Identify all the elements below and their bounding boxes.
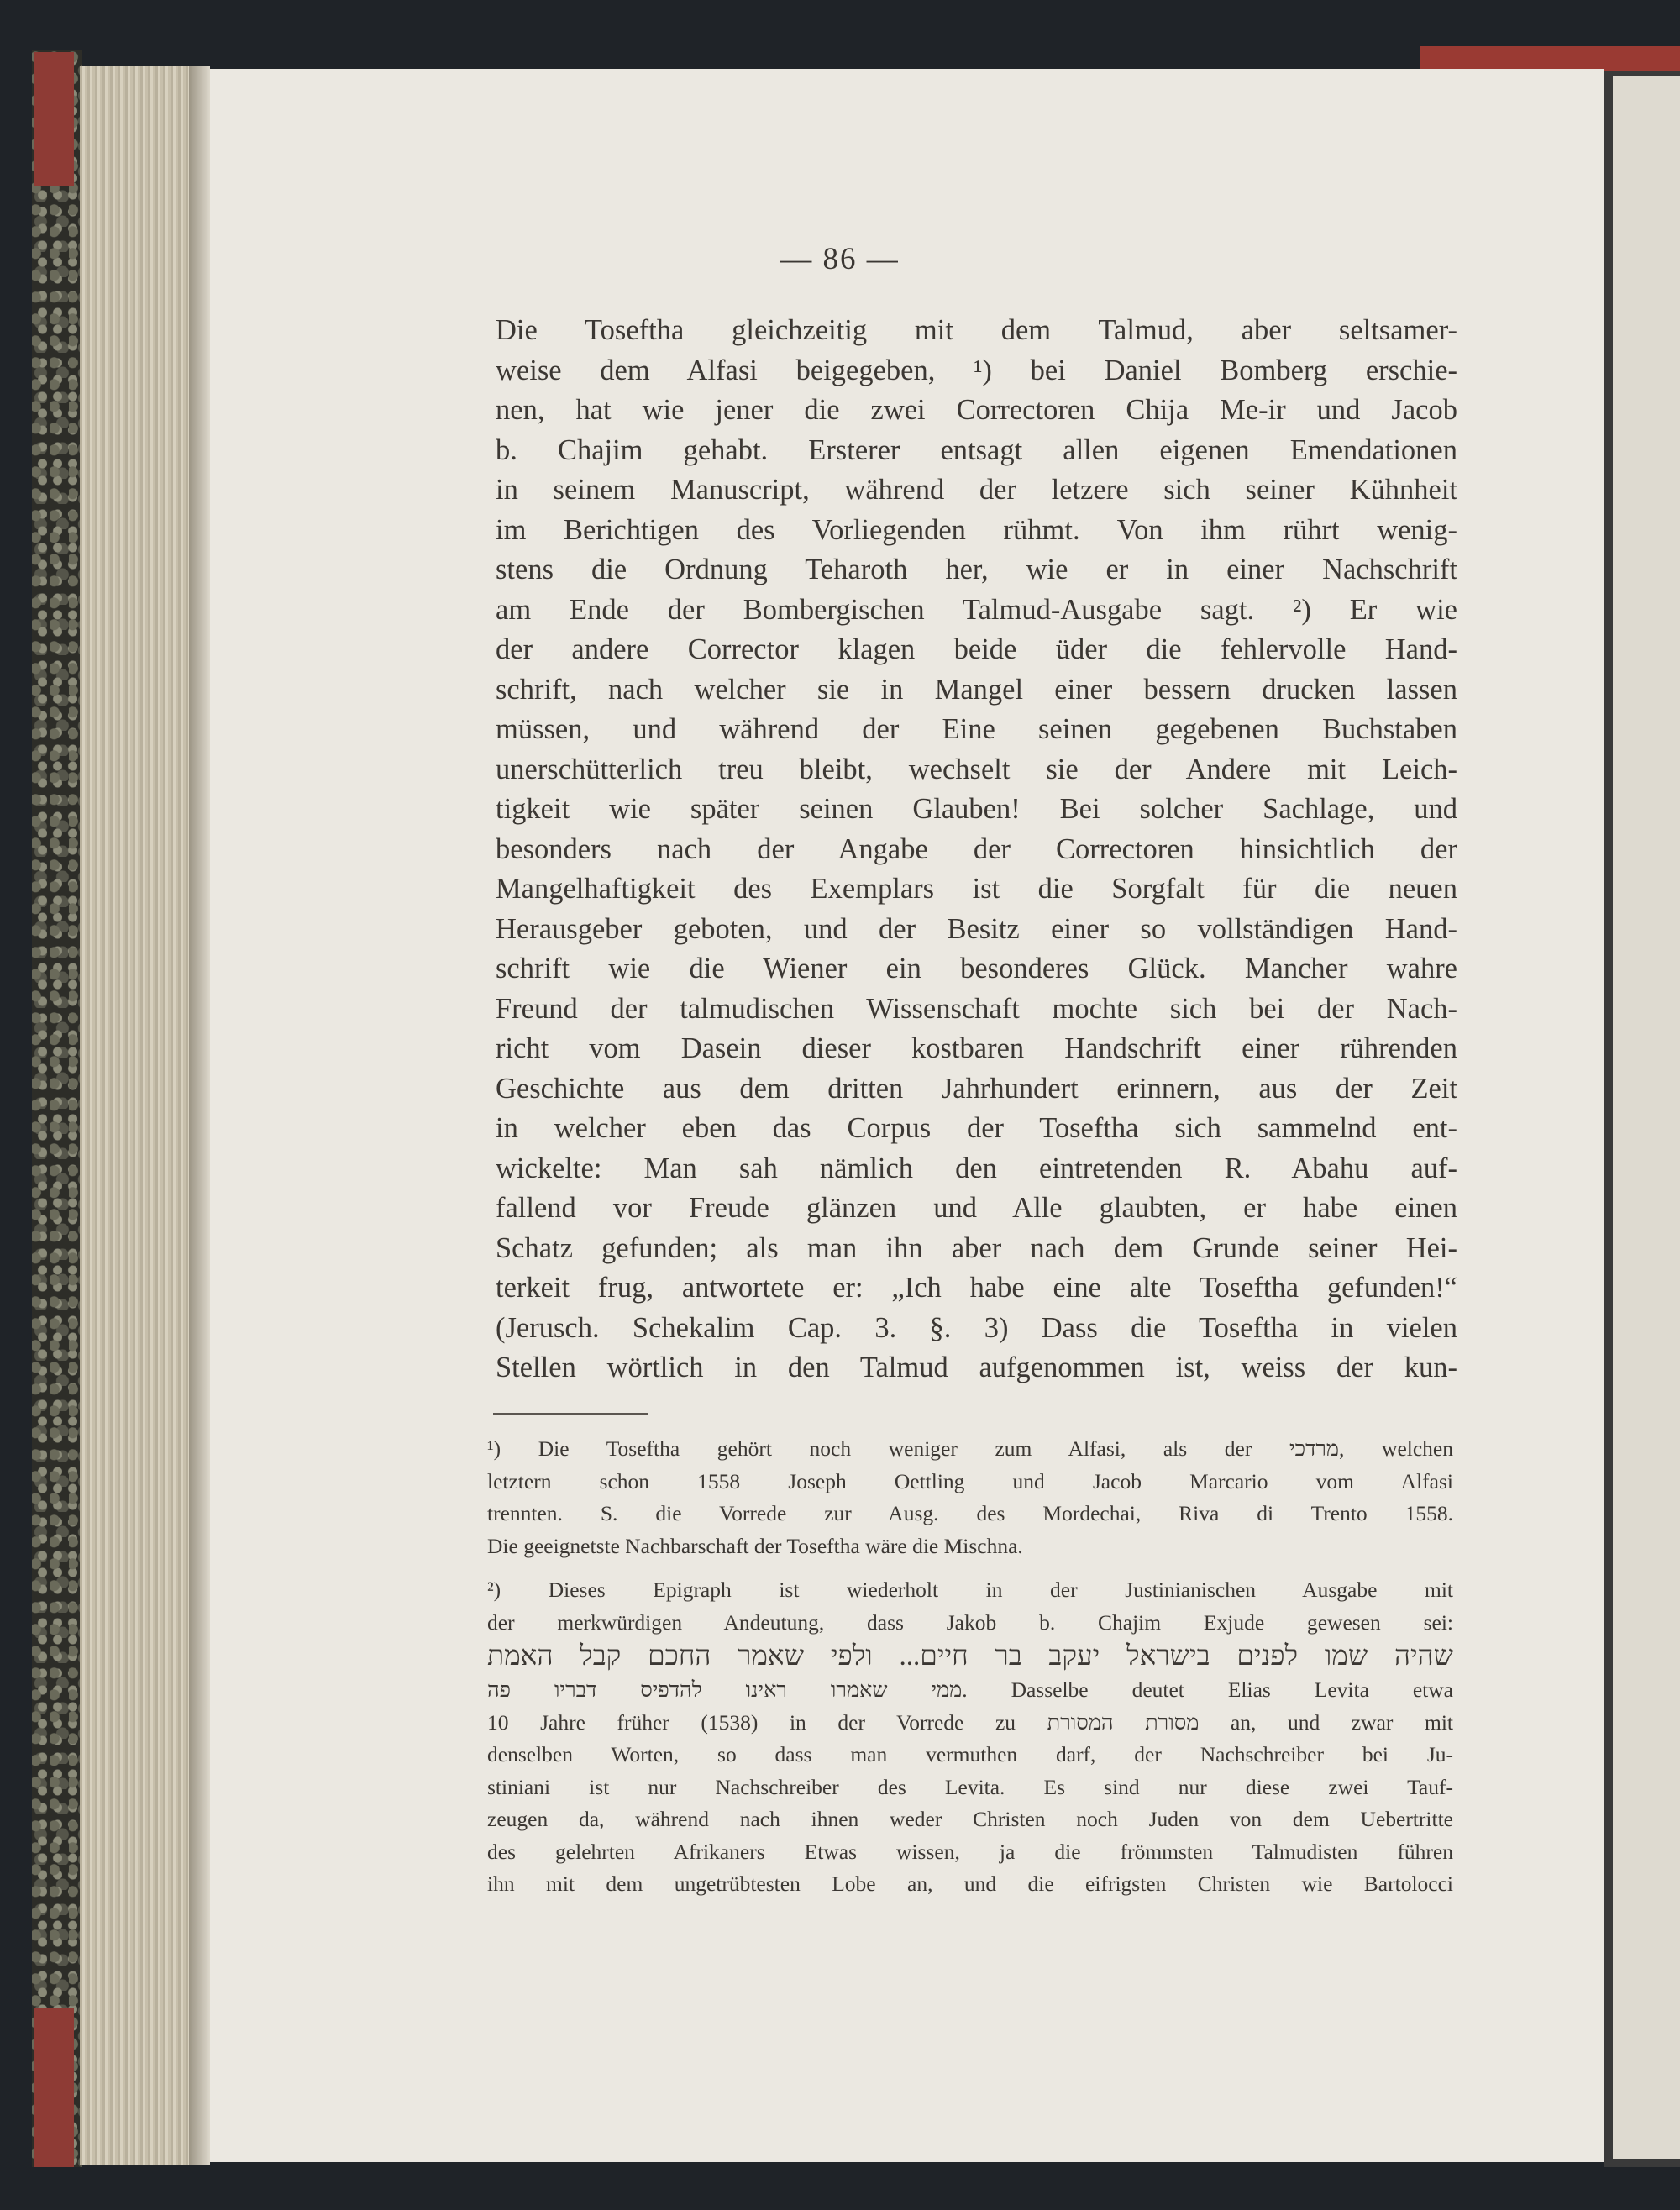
- footnote-line: ²) Dieses Epigraph ist wiederholt in der Justinianischen Ausgabe mit: [487, 1577, 1453, 1602]
- body-line: in seinem Manuscript, während der letzere sich seiner Kühnheit: [496, 474, 1457, 506]
- body-line: besonders nach der Angabe der Correctoren hinsichtlich der: [496, 832, 1457, 865]
- body-line: terkeit frug, antwortete er: „Ich habe eine alte Toseftha gefunden!“: [496, 1272, 1457, 1304]
- footnote-2: [487, 1574, 1453, 1901]
- footnote-1: [487, 1433, 1453, 1562]
- body-line: Mangelhaftigkeit des Exemplars ist die Sorgfalt für die neuen: [496, 873, 1457, 905]
- footnote-line: des gelehrten Afrikaners Etwas wissen, ja die frömmsten Talmudisten führen: [487, 1839, 1453, 1864]
- footnote-line: ממי שאמרו ראינו להדפיס דבריו פה. Dasselbe deutet Elias Levita etwa: [487, 1677, 1453, 1702]
- footnote-line: stiniani ist nur Nachschreiber des Levita. Es sind nur diese zwei Tauf-: [487, 1774, 1453, 1799]
- body-line: im Berichtigen des Vorliegenden rühmt. Von ihm rührt wenig-: [496, 513, 1457, 546]
- footnote-line: Die geeignetste Nachbarschaft der Toseftha wäre die Mischna.: [487, 1533, 1023, 1558]
- footnotes: [487, 1433, 1453, 1901]
- body-line: schrift, nach welcher sie in Mangel einer bessern drucken lassen: [496, 673, 1457, 706]
- footnote-rule: [493, 1413, 648, 1415]
- body-line: der andere Corrector klagen beide üder die fehlervolle Hand-: [496, 633, 1457, 665]
- body-line: Schatz gefunden; als man ihn aber nach dem Grunde seiner Hei-: [496, 1231, 1457, 1264]
- footnote-line: trennten. S. die Vorrede zur Ausg. des Mordechai, Riva di Trento 1558.: [487, 1501, 1453, 1525]
- body-line: wickelte: Man sah nämlich den eintretenden R. Abahu auf-: [496, 1152, 1457, 1184]
- hebrew-quote-line: שהיה שמו לפנים בישראל יעקב בר חיים... ולפי שאמר החכם קבל האמת: [487, 1641, 1453, 1672]
- body-line: stens die Ordnung Teharoth her, wie er in einer Nachschrift: [496, 554, 1457, 585]
- body-line: in welcher eben das Corpus der Toseftha sich sammelnd ent-: [496, 1112, 1457, 1144]
- body-line: Stellen wörtlich in den Talmud aufgenommen ist, weiss der kun-: [496, 1352, 1457, 1383]
- body-line: Freund der talmudischen Wissenschaft mochte sich bei der Nach-: [496, 992, 1457, 1025]
- body-line: müssen, und während der Eine seinen gegebenen Buchstaben: [496, 713, 1457, 745]
- body-line: richt vom Dasein dieser kostbaren Handschrift einer rührenden: [496, 1032, 1457, 1064]
- footnote-line: ihn mit dem ungetrübtesten Lobe an, und die eifrigsten Christen wie Bartolocci: [487, 1871, 1453, 1896]
- body-line: b. Chajim gehabt. Ersterer entsagt allen eigenen Emendationen: [496, 433, 1457, 466]
- footnote-line: 10 Jahre früher (1538) in der Vorrede zu מסורת המסורת an, und zwar mit: [487, 1709, 1453, 1735]
- body-line: Geschichte aus dem dritten Jahrhundert erinnern, aus der Zeit: [496, 1072, 1457, 1105]
- body-line: am Ende der Bombergischen Talmud-Ausgabe sagt. ²) Er wie: [496, 593, 1457, 626]
- footnote-line: denselben Worten, so dass man vermuthen darf, der Nachschreiber bei Ju-: [487, 1742, 1453, 1766]
- body-line: Die Toseftha gleichzeitig mit dem Talmud, aber seltsamer-: [496, 314, 1457, 346]
- body-line: unerschütterlich treu bleibt, wechselt sie der Andere mit Leich-: [496, 753, 1457, 785]
- footnote-line: letztern schon 1558 Joseph Oettling und Jacob Marcario vom Alfasi: [487, 1468, 1453, 1493]
- body-line: Herausgeber geboten, und der Besitz einer so vollständigen Hand-: [496, 912, 1457, 945]
- body-line: (Jerusch. Schekalim Cap. 3. §. 3) Dass die Toseftha in vielen: [496, 1311, 1457, 1344]
- body-line: tigkeit wie später seinen Glauben! Bei solcher Sachlage, und: [496, 793, 1457, 825]
- body-line: weise dem Alfasi beigegeben, ¹) bei Daniel Bomberg erschie-: [496, 354, 1457, 386]
- body-line: schrift wie die Wiener ein besonderes Glück. Mancher wahre: [496, 953, 1457, 984]
- body-line: nen, hat wie jener die zwei Correctoren Chija Me-ir und Jacob: [496, 394, 1457, 426]
- page-number: — 86 —: [780, 242, 900, 276]
- body-text: [496, 311, 1457, 1388]
- footnote-line: zeugen da, während nach ihnen weder Christen noch Juden von dem Uebertritte: [487, 1807, 1453, 1831]
- footnote-line: ¹) Die Toseftha gehört noch weniger zum Alfasi, als der מרדכי, welchen: [487, 1436, 1453, 1461]
- footnote-line: der merkwürdigen Andeutung, dass Jakob b. Chajim Exjude gewesen sei:: [487, 1609, 1453, 1635]
- body-line: fallend vor Freude glänzen und Alle glaubten, er habe einen: [496, 1192, 1457, 1224]
